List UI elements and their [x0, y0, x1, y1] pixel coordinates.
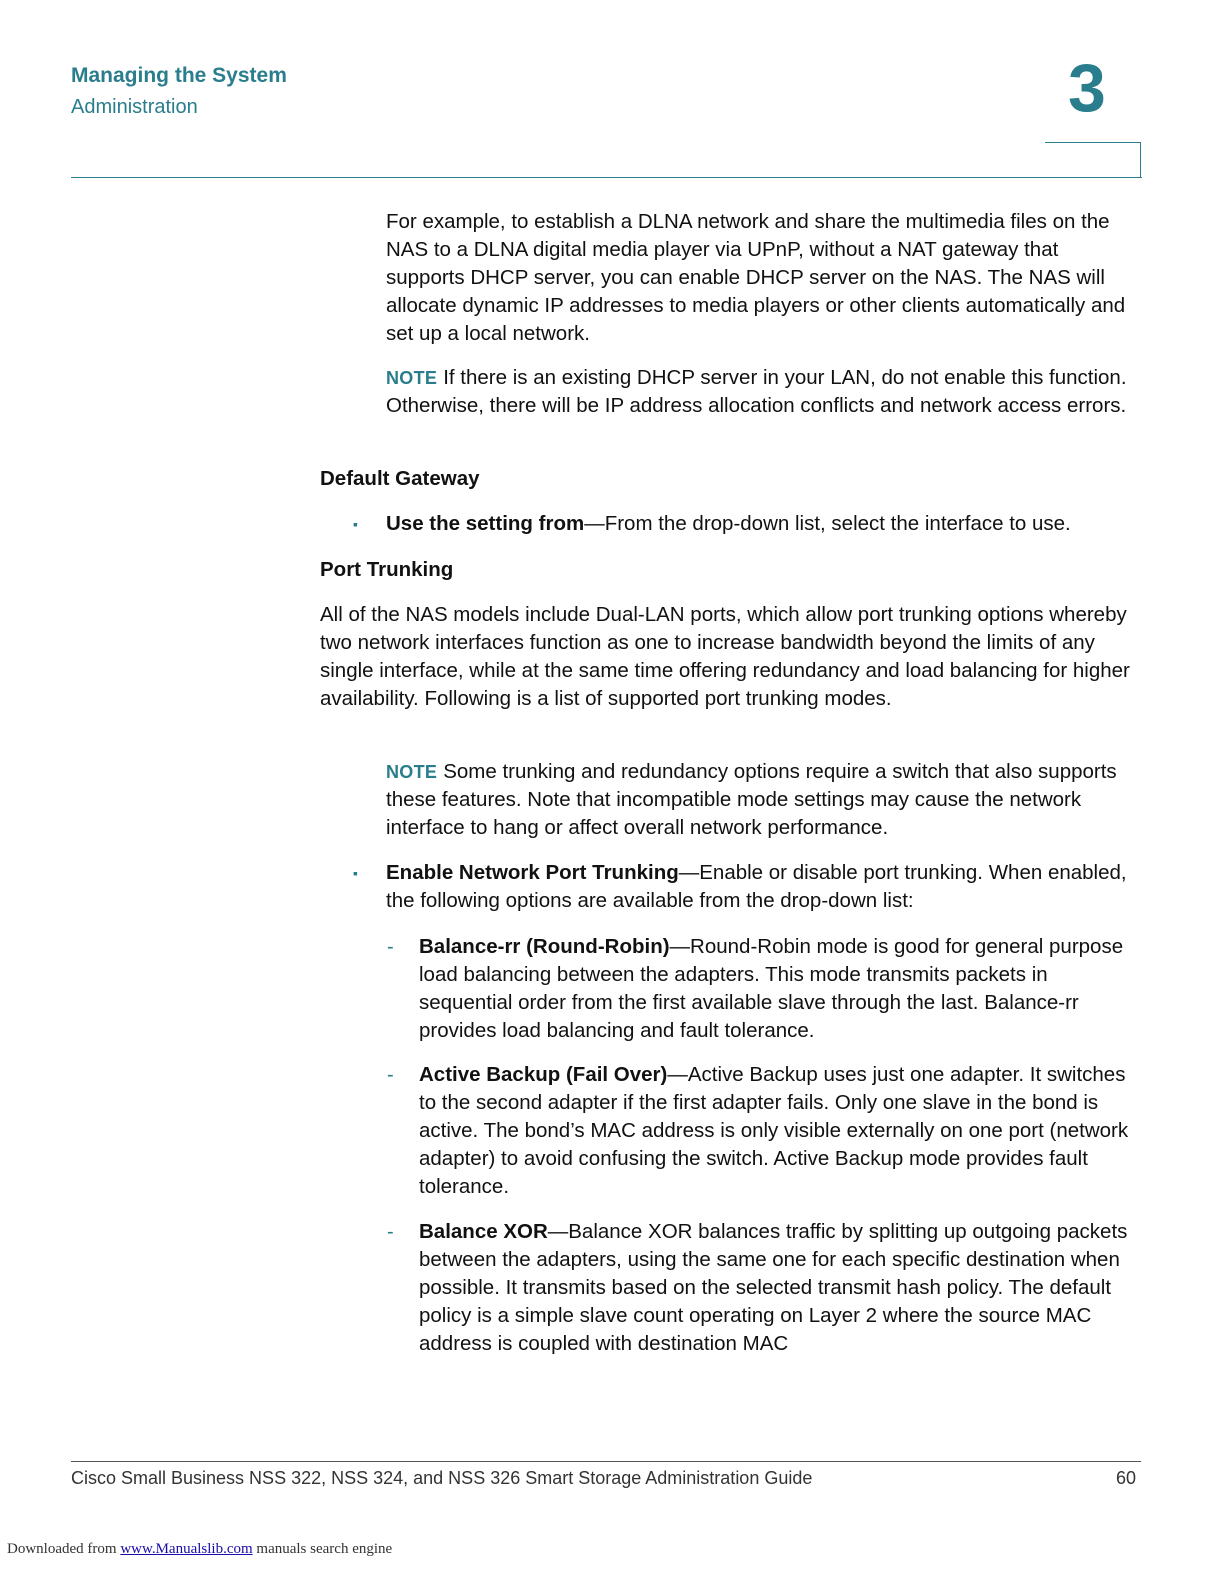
note-text: Some trunking and redundancy options require a switch that also supports these features. Note that incompatible mode settings may cause the network interface to hang or affect overall network performance. [386, 760, 1117, 839]
port-trunking-paragraph: All of the NAS models include Dual-LAN ports, which allow port trunking options whereby two network interfaces function as one to increase bandwidth beyond the limits of any single interface, while at the same time offering redundancy and load balancing for higher availability. Following is a list of supported port trunking modes. [320, 603, 1130, 710]
enable-port-trunking-bullet [386, 859, 1142, 915]
note-label: NOTE [386, 368, 438, 388]
note-text: If there is an existing DHCP server in your LAN, do not enable this function. Otherwise, there will be IP address allocation conflicts and network access errors. [386, 366, 1127, 417]
mode-term: Balance XOR [419, 1220, 548, 1243]
bullet-text: —Enable or disable port trunking. When enabled, the following options are available from the drop-down list: [386, 861, 1127, 912]
mode-term: Balance-rr (Round-Robin) [419, 935, 670, 958]
chapter-number: 3 [1068, 50, 1106, 126]
section-title: Administration [71, 96, 198, 118]
dash-icon: - [387, 1064, 394, 1086]
bullet-icon: ▪ [353, 516, 358, 532]
chapter-title: Managing the System [71, 64, 287, 87]
mode-text: —Round-Robin mode is good for general purpose load balancing between the adapters. This mode transmits packets in sequential order from the first available slave through the last. Balance-rr provides load balancing and fault tolerance. [419, 935, 1124, 1042]
download-notice [7, 1541, 392, 1558]
mode-text: —Balance XOR balances traffic by splitting up outgoing packets between the adapters, using the same one for each specific destination when possible. It transmits based on the selected transmit hash policy. The default policy is a simple slave count operating on Layer 2 where the source MAC address is coupled with destination MAC [419, 1220, 1128, 1355]
bullet-term: Use the setting from [386, 512, 585, 535]
mode-active-backup [419, 1061, 1141, 1201]
footer-divider [71, 1461, 1141, 1462]
mode-balance-rr [419, 933, 1141, 1045]
manualslib-link[interactable]: www.Manualslib.com [120, 1541, 253, 1557]
mode-term: Active Backup (Fail Over) [419, 1063, 668, 1086]
bullet-icon: ▪ [353, 865, 358, 881]
dash-icon: - [387, 936, 394, 958]
download-suffix: manuals search engine [256, 1541, 393, 1557]
bullet-text: —From the drop-down list, select the interface to use. [584, 512, 1071, 535]
note-dhcp [386, 364, 1142, 420]
bullet-term: Enable Network Port Trunking [386, 861, 679, 884]
chapter-number-frame [1045, 142, 1141, 178]
header-divider [71, 177, 1142, 178]
download-prefix: Downloaded from [7, 1541, 117, 1557]
footer-guide-title: Cisco Small Business NSS 322, NSS 324, and NSS 326 Smart Storage Administration Guide [71, 1468, 813, 1488]
port-trunking-heading: Port Trunking [320, 558, 454, 581]
default-gateway-bullet [386, 510, 1156, 538]
dash-icon: - [387, 1221, 394, 1243]
page-number: 60 [1116, 1468, 1137, 1488]
mode-text: —Active Backup uses just one adapter. It switches to the second adapter if the first adapter fails. Only one slave in the bond is active. The bond’s MAC address is only visible externally on one port (network adapter) to avoid confusing the switch. Active Backup mode provides fault tolerance. [419, 1063, 1129, 1198]
note-label: NOTE [386, 762, 438, 782]
intro-paragraph: For example, to establish a DLNA network and share the multimedia files on the NAS to a DLNA digital media player via UPnP, without a NAT gateway that supports DHCP server, you can enable DHCP server on the NAS. The NAS will allocate dynamic IP addresses to media players or other clients automatically and set up a local network. [386, 210, 1126, 345]
mode-balance-xor [419, 1218, 1141, 1358]
default-gateway-heading: Default Gateway [320, 467, 480, 490]
note-trunking [386, 758, 1142, 842]
